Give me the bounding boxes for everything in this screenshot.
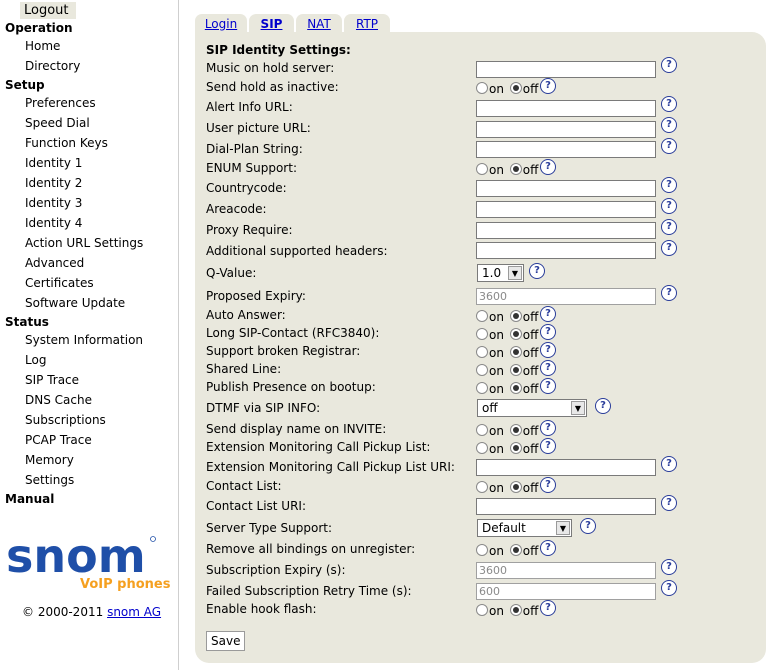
publish-presence-radio	[476, 382, 540, 396]
radio-off-label: off	[522, 364, 539, 378]
help-icon[interactable]: ?	[540, 420, 556, 436]
nav-item-identity-1[interactable]: Identity 1	[25, 156, 83, 170]
label-countrycode: Countrycode:	[206, 181, 287, 195]
label-remove-bindings: Remove all bindings on unregister:	[206, 542, 416, 556]
label-additional-headers: Additional supported headers:	[206, 244, 388, 258]
help-icon[interactable]: ?	[540, 360, 556, 376]
radio-on-label: on	[489, 544, 504, 558]
radio-off-label: off	[522, 424, 539, 438]
help-icon[interactable]: ?	[661, 285, 677, 301]
radio-on[interactable]	[476, 424, 488, 436]
label-contact-list-uri: Contact List URI:	[206, 499, 306, 513]
radio-off[interactable]	[510, 481, 522, 493]
chevron-down-icon: ▼	[508, 266, 522, 280]
radio-off-label: off	[522, 544, 539, 558]
proxy-require-input[interactable]	[476, 222, 656, 239]
label-proxy-require: Proxy Require:	[206, 223, 293, 237]
radio-on-label: on	[489, 364, 504, 378]
copyright-text: © 2000-2011	[22, 605, 104, 619]
nav-item-sip-trace[interactable]: SIP Trace	[25, 373, 80, 387]
sidebar-divider	[178, 0, 179, 670]
help-icon[interactable]: ?	[540, 540, 556, 556]
copyright	[22, 605, 161, 619]
radio-on-label: on	[489, 82, 504, 96]
label-user-picture-url: User picture URL:	[206, 121, 311, 135]
sidebar	[0, 0, 178, 670]
chevron-down-icon: ▼	[556, 521, 570, 535]
nav-item-identity-3[interactable]: Identity 3	[25, 196, 83, 210]
radio-off[interactable]	[510, 310, 522, 322]
help-icon[interactable]: ?	[540, 477, 556, 493]
logo-text: snom	[6, 534, 146, 583]
label-music-on-hold: Music on hold server:	[206, 61, 335, 75]
send-display-name-radio	[476, 424, 540, 438]
label-enum-support: ENUM Support:	[206, 161, 297, 175]
label-send-hold-inactive: Send hold as inactive:	[206, 80, 339, 94]
radio-on[interactable]	[476, 382, 488, 394]
radio-on[interactable]	[476, 364, 488, 376]
label-dtmf-via-sip-info: DTMF via SIP INFO:	[206, 401, 321, 415]
chevron-down-icon: ▼	[571, 401, 585, 415]
radio-on[interactable]	[476, 481, 488, 493]
nav-item-system-information[interactable]: System Information	[25, 333, 144, 347]
contact-list-radio	[476, 481, 540, 495]
label-server-type-support: Server Type Support:	[206, 521, 333, 535]
nav-item-dns-cache[interactable]: DNS Cache	[25, 393, 92, 407]
nav-item-subscriptions[interactable]: Subscriptions	[25, 413, 106, 427]
countrycode-input[interactable]	[476, 180, 656, 197]
subscription-expiry-input[interactable]	[476, 562, 656, 579]
ext-monitoring-pickup-uri-input[interactable]	[476, 459, 656, 476]
radio-off-label: off	[522, 442, 539, 456]
ext-monitoring-pickup-radio	[476, 442, 540, 456]
help-icon[interactable]: ?	[661, 96, 677, 112]
nav-item-home[interactable]: Home	[25, 39, 61, 53]
label-subscription-expiry: Subscription Expiry (s):	[206, 563, 346, 577]
radio-off-label: off	[522, 604, 539, 618]
section-title: SIP Identity Settings:	[206, 43, 351, 57]
label-failed-subscription-retry: Failed Subscription Retry Time (s):	[206, 584, 412, 598]
failed-subscription-retry-input[interactable]	[476, 583, 656, 600]
help-icon[interactable]: ?	[540, 600, 556, 616]
label-publish-presence: Publish Presence on bootup:	[206, 380, 376, 394]
radio-off-label: off	[522, 346, 539, 360]
radio-off[interactable]	[510, 82, 522, 94]
radio-off-label: off	[522, 328, 539, 342]
radio-off[interactable]	[510, 163, 522, 175]
radio-on-label: on	[489, 442, 504, 456]
help-icon[interactable]: ?	[540, 78, 556, 94]
dtmf-selected: off	[482, 401, 498, 415]
radio-off[interactable]	[510, 364, 522, 376]
q-value-select[interactable]	[477, 264, 524, 282]
shared-line-radio	[476, 364, 540, 378]
help-icon[interactable]: ?	[661, 177, 677, 193]
nav-item-speed-dial[interactable]: Speed Dial	[25, 116, 90, 130]
proposed-expiry-input[interactable]	[476, 288, 656, 305]
radio-off[interactable]	[510, 604, 522, 616]
radio-off-label: off	[522, 163, 539, 177]
radio-on[interactable]	[476, 163, 488, 175]
help-icon[interactable]: ?	[661, 198, 677, 214]
music-on-hold-input[interactable]	[476, 61, 656, 78]
label-send-display-name: Send display name on INVITE:	[206, 422, 387, 436]
nav-group-status: Status	[5, 315, 49, 329]
areacode-input[interactable]	[476, 201, 656, 218]
nav-item-identity-2[interactable]: Identity 2	[25, 176, 83, 190]
label-auto-answer: Auto Answer:	[206, 308, 286, 322]
help-icon[interactable]: ?	[661, 456, 677, 472]
enable-hook-flash-radio	[476, 604, 540, 618]
label-areacode: Areacode:	[206, 202, 267, 216]
alert-info-url-input[interactable]	[476, 100, 656, 117]
radio-off-label: off	[522, 82, 539, 96]
tab-rtp[interactable]: RTP	[344, 14, 390, 32]
nav-item-identity-4[interactable]: Identity 4	[25, 216, 83, 230]
help-icon[interactable]: ?	[595, 398, 611, 414]
help-icon[interactable]: ?	[661, 240, 677, 256]
radio-on-label: on	[489, 346, 504, 360]
radio-off[interactable]	[510, 346, 522, 358]
dial-plan-string-input[interactable]	[476, 141, 656, 158]
nav-item-function-keys[interactable]: Function Keys	[25, 136, 108, 150]
radio-on-label: on	[489, 481, 504, 495]
label-long-sip-contact: Long SIP-Contact (RFC3840):	[206, 326, 380, 340]
logo-subtitle: VoIP phones	[80, 577, 171, 592]
dtmf-via-sip-info-select[interactable]	[477, 399, 587, 417]
user-picture-url-input[interactable]	[476, 121, 656, 138]
nav-item-directory[interactable]: Directory	[25, 59, 81, 73]
copyright-link[interactable]: snom AG	[107, 605, 162, 619]
label-proposed-expiry: Proposed Expiry:	[206, 289, 306, 303]
nav-group-setup: Setup	[5, 78, 45, 92]
label-support-broken-registrar: Support broken Registrar:	[206, 344, 361, 358]
radio-on-label: on	[489, 328, 504, 342]
label-ext-monitoring-pickup: Extension Monitoring Call Pickup List:	[206, 440, 431, 454]
radio-on[interactable]	[476, 544, 488, 556]
long-sip-contact-radio	[476, 328, 540, 342]
radio-off[interactable]	[510, 328, 522, 340]
nav-item-memory[interactable]: Memory	[25, 453, 74, 467]
radio-off[interactable]	[510, 442, 522, 454]
nav-item-settings[interactable]: Settings	[25, 473, 75, 487]
nav-item-certificates[interactable]: Certificates	[25, 276, 94, 290]
label-q-value: Q-Value:	[206, 266, 257, 280]
radio-on[interactable]	[476, 310, 488, 322]
remove-bindings-radio	[476, 544, 540, 558]
auto-answer-radio	[476, 310, 540, 324]
help-icon[interactable]: ?	[661, 495, 677, 511]
help-icon[interactable]: ?	[529, 263, 545, 279]
radio-off[interactable]	[510, 382, 522, 394]
q-value-selected: 1.0	[482, 266, 502, 280]
radio-on-label: on	[489, 163, 504, 177]
radio-off[interactable]	[510, 544, 522, 556]
nav-group-operation: Operation	[5, 21, 73, 35]
radio-on[interactable]	[476, 604, 488, 616]
nav-item-pcap-trace[interactable]: PCAP Trace	[25, 433, 92, 447]
help-icon[interactable]: ?	[661, 219, 677, 235]
radio-off-label: off	[522, 310, 539, 324]
help-icon[interactable]: ?	[540, 306, 556, 322]
label-shared-line: Shared Line:	[206, 362, 282, 376]
help-icon[interactable]: ?	[540, 324, 556, 340]
label-enable-hook-flash: Enable hook flash:	[206, 602, 317, 616]
radio-off-label: off	[522, 481, 539, 495]
logout-link[interactable]: Logout	[20, 2, 76, 19]
snom-logo	[6, 534, 176, 594]
help-icon[interactable]: ?	[580, 518, 596, 534]
label-contact-list: Contact List:	[206, 479, 282, 493]
help-icon[interactable]: ?	[540, 342, 556, 358]
save-button[interactable]: Save	[206, 631, 245, 651]
nav-item-preferences[interactable]: Preferences	[25, 96, 96, 110]
server-type-selected: Default	[482, 521, 526, 535]
support-broken-registrar-radio	[476, 346, 540, 360]
help-icon[interactable]: ?	[661, 580, 677, 596]
nav-item-log[interactable]: Log	[25, 353, 47, 367]
tab-login[interactable]: Login	[195, 14, 247, 32]
help-icon[interactable]: ?	[661, 57, 677, 73]
radio-on[interactable]	[476, 346, 488, 358]
label-ext-monitoring-pickup-uri: Extension Monitoring Call Pickup List URI:	[206, 460, 455, 474]
help-icon[interactable]: ?	[661, 138, 677, 154]
nav-item-software-update[interactable]: Software Update	[25, 296, 126, 310]
radio-on[interactable]	[476, 82, 488, 94]
nav-item-manual[interactable]: Manual	[5, 492, 55, 506]
send-hold-inactive-radio	[476, 82, 540, 96]
help-icon[interactable]: ?	[540, 438, 556, 454]
label-dial-plan-string: Dial-Plan String:	[206, 142, 303, 156]
tab-sip[interactable]: SIP	[249, 14, 294, 32]
enum-support-radio	[476, 163, 540, 177]
label-alert-info-url: Alert Info URL:	[206, 100, 293, 114]
radio-on-label: on	[489, 604, 504, 618]
radio-off-label: off	[522, 382, 539, 396]
help-icon[interactable]: ?	[540, 159, 556, 175]
nav-item-advanced[interactable]: Advanced	[25, 256, 85, 270]
radio-on-label: on	[489, 424, 504, 438]
nav-item-action-url-settings[interactable]: Action URL Settings	[25, 236, 144, 250]
help-icon[interactable]: ?	[540, 378, 556, 394]
radio-on-label: on	[489, 310, 504, 324]
contact-list-uri-input[interactable]	[476, 498, 656, 515]
tab-nat[interactable]: NAT	[296, 14, 342, 32]
radio-on[interactable]	[476, 328, 488, 340]
help-icon[interactable]: ?	[661, 117, 677, 133]
help-icon[interactable]: ?	[661, 559, 677, 575]
server-type-support-select[interactable]	[477, 519, 572, 537]
radio-on-label: on	[489, 382, 504, 396]
radio-on[interactable]	[476, 442, 488, 454]
radio-off[interactable]	[510, 424, 522, 436]
additional-headers-input[interactable]	[476, 242, 656, 259]
